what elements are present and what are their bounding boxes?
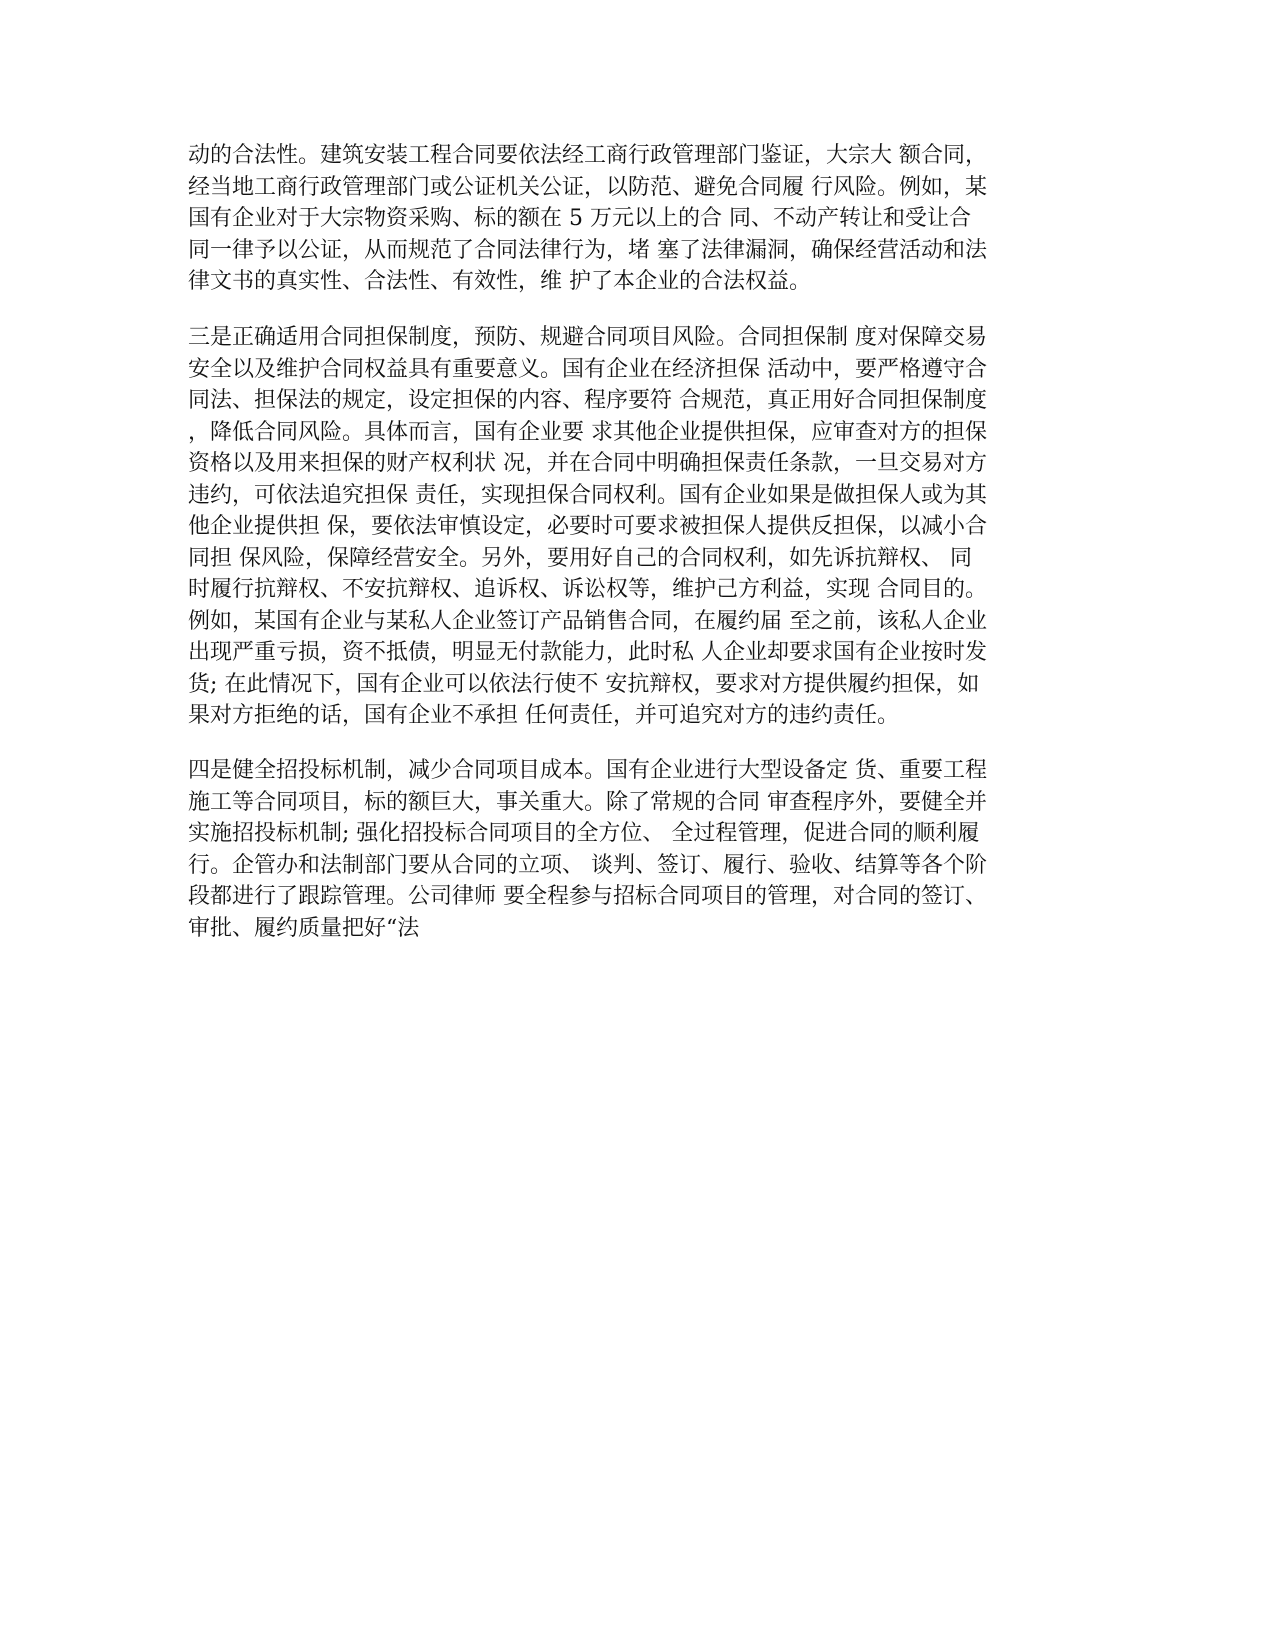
text-line: 国有企业对于大宗物资采购、标的额在 5 万元以上的合 同、不动产转让和受让合 [188, 206, 971, 231]
text-line: 安全以及维护合同权益具有重要意义。国有企业在经济担保 活动中，要严格遵守合 [188, 356, 987, 382]
text-line: 段都进行了跟踪管理。公司律师 要全程参与招标合同项目的管理，对合同的签订、 [188, 884, 987, 909]
text-line: 违约，可依法追究担保 责任，实现担保合同权利。国有企业如果是做担保人或为其 [188, 482, 987, 508]
text-line: 律文书的真实性、合法性、有效性，维 护了本企业的合法权益。 [188, 269, 811, 294]
text-line: 经当地工商行政管理部门或公证机关公证，以防范、避免合同履 行风险。例如，某 [188, 174, 987, 200]
text-line: 动的合法性。建筑安装工程合同要依法经工商行政管理部门鉴证，大宗大 额合同， [188, 143, 987, 168]
text-line: 同一律予以公证，从而规范了合同法律行为，堵 塞了法律漏洞，确保经营活动和法 [188, 237, 987, 263]
text-line: ，降低合同风险。具体而言，国有企业要 求其他企业提供担保，应审查对方的担保 [188, 419, 987, 445]
text-line: 货; 在此情况下，国有企业可以依法行使不 安抗辩权，要求对方提供履约担保，如 [188, 671, 980, 697]
text-line: 例如，某国有企业与某私人企业签订产品销售合同，在履约届 至之前，该私人企业 [188, 608, 987, 634]
paragraph-2 [188, 322, 1088, 732]
text-line: 同法、担保法的规定，设定担保的内容、程序要符 合规范，真正用好合同担保制度 [188, 388, 987, 413]
paragraph-1 [188, 140, 1088, 298]
text-line: 四是健全招投标机制，减少合同项目成本。国有企业进行大型设备定 货、重要工程 [188, 758, 987, 783]
text-line: 同担 保风险，保障经营安全。另外，要用好自己的合同权利，如先诉抗辩权、 同 [188, 545, 972, 571]
text-line: 三是正确适用合同担保制度，预防、规避合同项目风险。合同担保制 度对保障交易 [188, 325, 987, 350]
text-line: 时履行抗辩权、不安抗辩权、追诉权、诉讼权等，维护己方利益，实现 合同目的。 [188, 577, 987, 602]
text-line: 果对方拒绝的话，国有企业不承担 任何责任，并可追究对方的违约责任。 [188, 703, 899, 728]
paragraph-3 [188, 755, 1088, 944]
text-line: 他企业提供担 保，要依法审慎设定，必要时可要求被担保人提供反担保，以减小合 [188, 514, 987, 539]
text-line: 审批、履约质量把好“法 [188, 915, 420, 941]
text-line: 实施招投标机制; 强化招投标合同项目的全方位、 全过程管理，促进合同的顺利履 [188, 821, 980, 846]
text-line: 出现严重亏损，资不抵债，明显无付款能力，此时私 人企业却要求国有企业按时发 [188, 640, 987, 665]
text-line: 行。企管办和法制部门要从合同的立项、 谈判、签订、履行、验收、结算等各个阶 [188, 852, 987, 878]
text-line: 施工等合同项目，标的额巨大，事关重大。除了常规的合同 审查程序外，要健全并 [188, 789, 987, 815]
text-line: 资格以及用来担保的财产权利状 况，并在合同中明确担保责任条款，一旦交易对方 [188, 451, 987, 476]
